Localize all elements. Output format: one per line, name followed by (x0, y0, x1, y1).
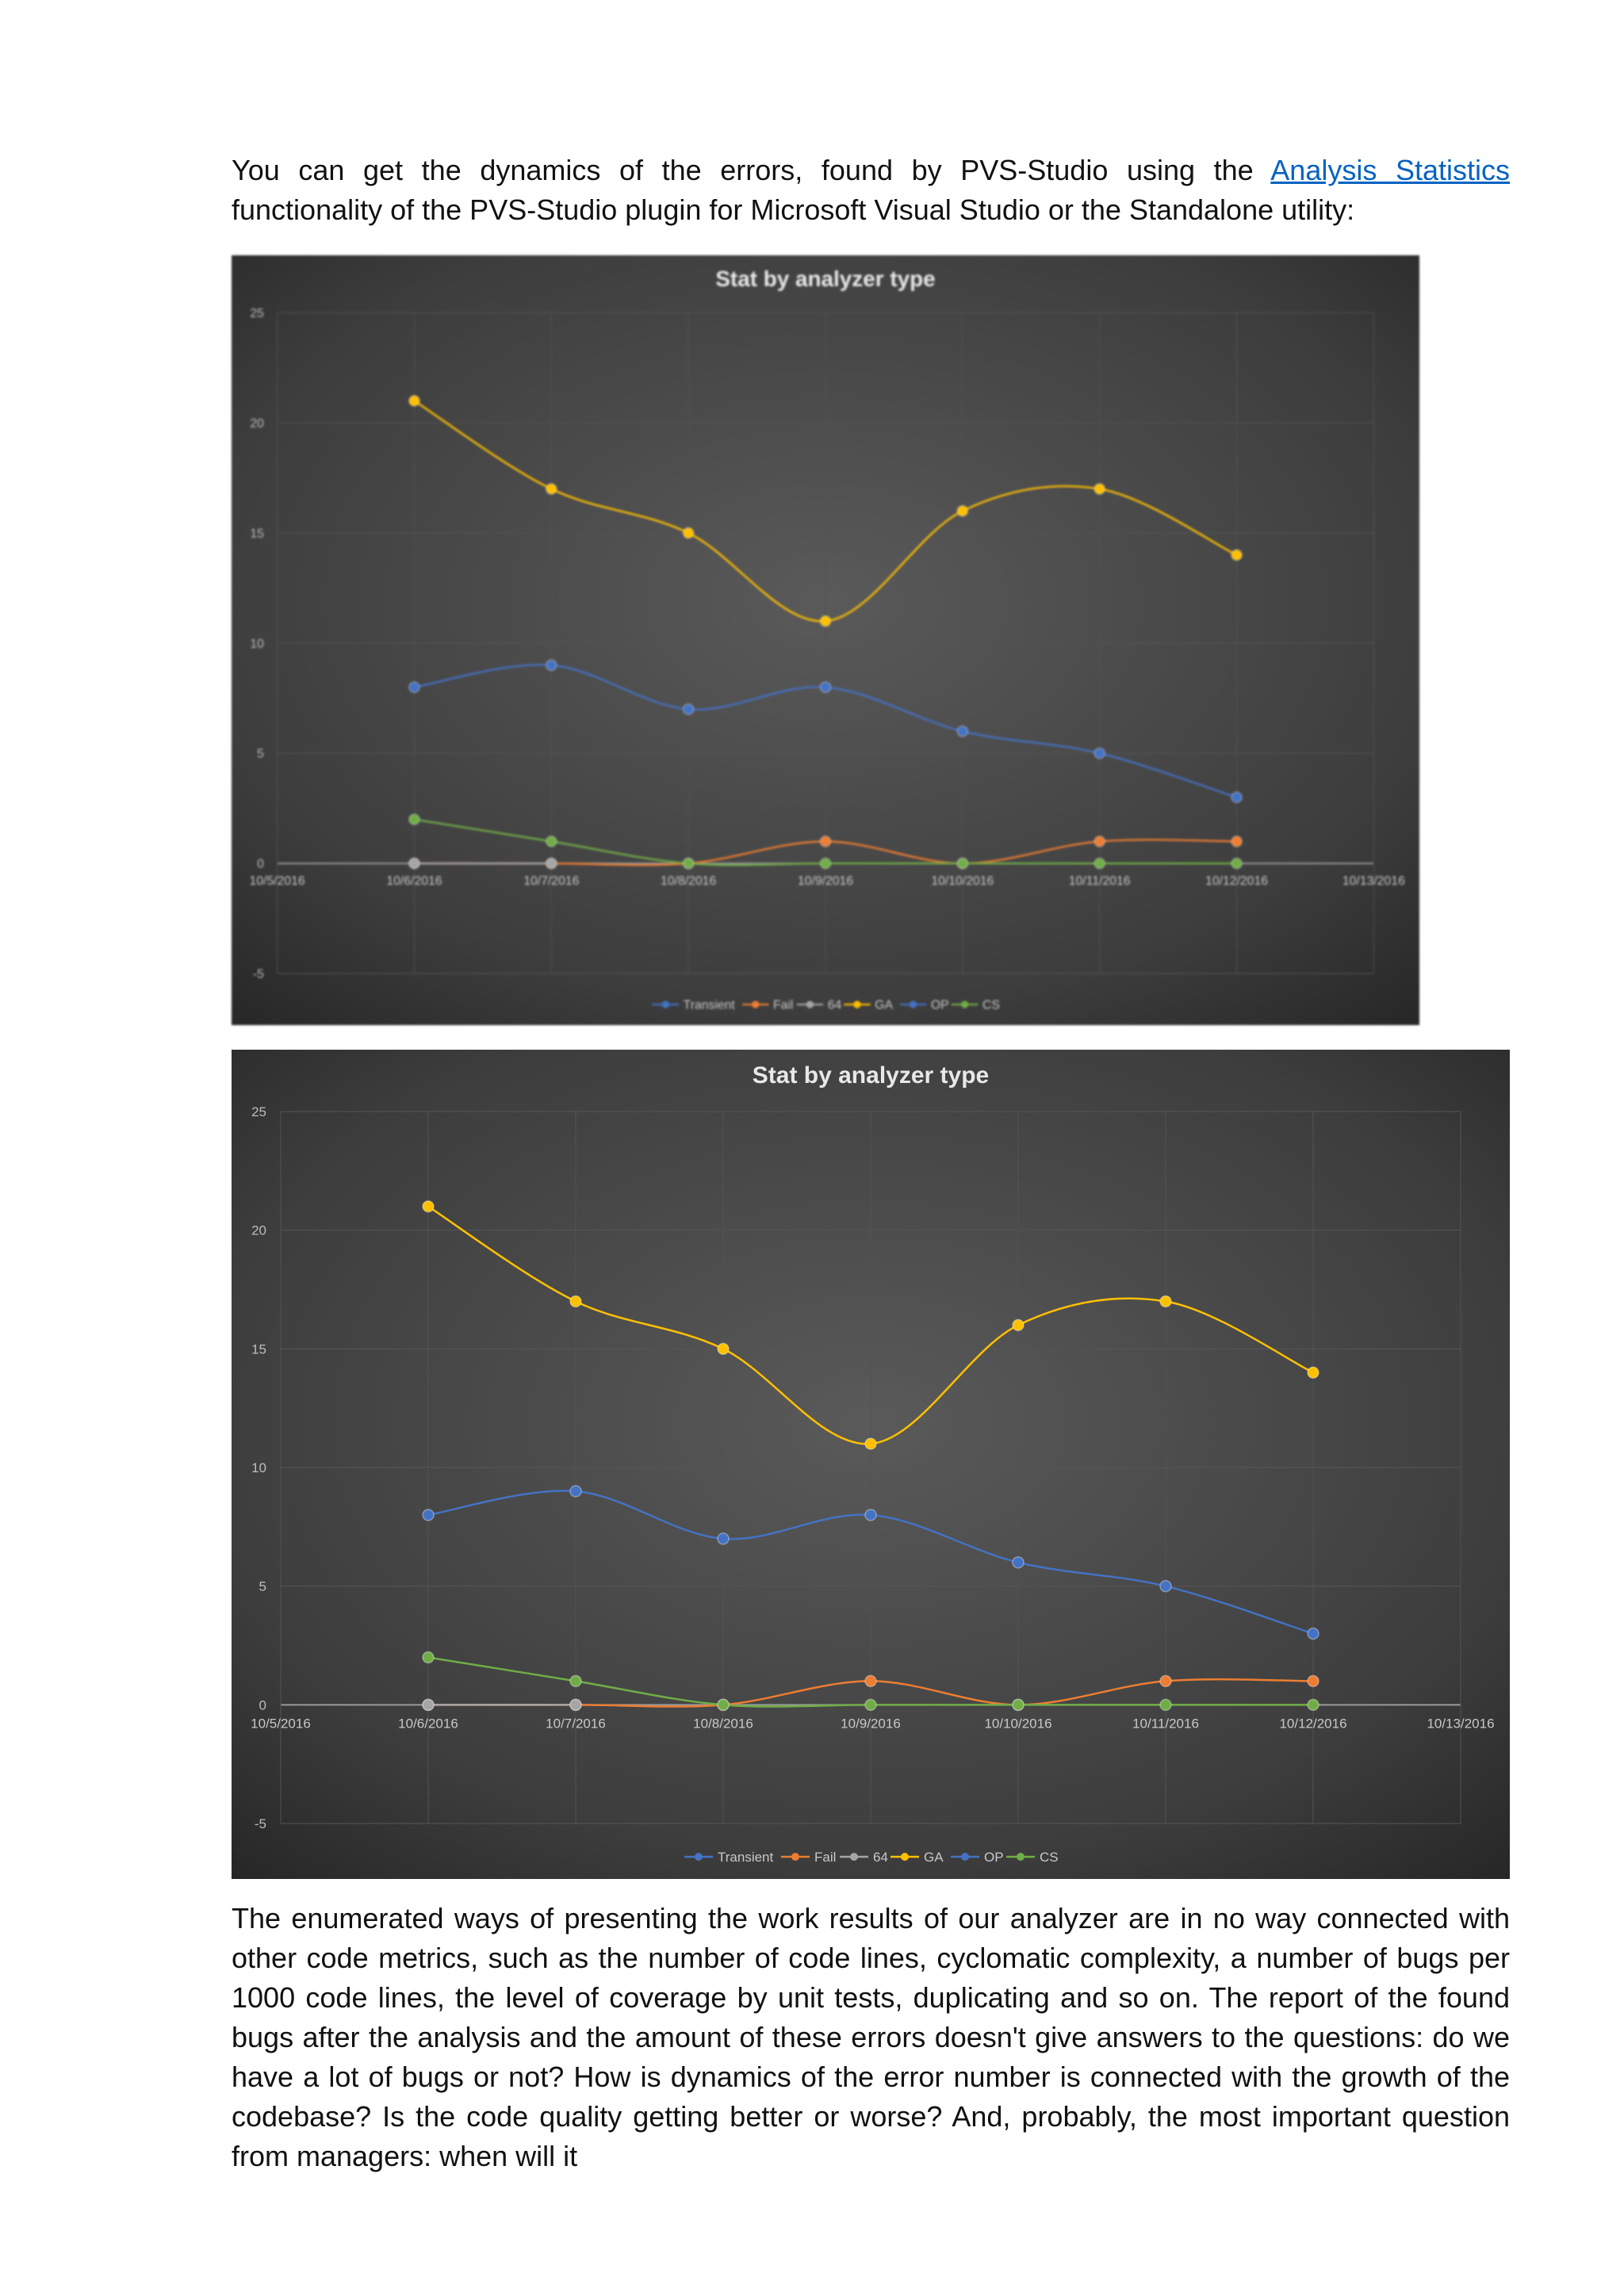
point-op (1094, 748, 1105, 759)
point-fail (865, 1675, 876, 1686)
point-64 (423, 1699, 434, 1710)
y-tick-label: 25 (251, 1104, 266, 1119)
y-tick-label: 10 (250, 637, 264, 651)
legend-label-fail: Fail (773, 998, 794, 1012)
legend-marker-fail (752, 1001, 759, 1008)
point-cs (1013, 1699, 1024, 1710)
point-ga (546, 484, 557, 494)
point-fail (1160, 1675, 1171, 1686)
point-cs (1308, 1699, 1319, 1710)
x-tick-label: 10/5/2016 (251, 1716, 311, 1732)
legend-marker-ga (853, 1001, 860, 1008)
point-op (1308, 1628, 1319, 1640)
point-op (718, 1533, 729, 1544)
legend-label-64: 64 (827, 998, 842, 1012)
point-fail (1094, 836, 1105, 847)
point-ga (1013, 1319, 1024, 1330)
point-op (865, 1510, 876, 1521)
point-ga (957, 506, 967, 516)
x-tick-label: 10/7/2016 (523, 874, 580, 889)
point-64 (409, 859, 419, 869)
point-ga (1160, 1295, 1171, 1307)
legend-marker-cs (961, 1001, 968, 1008)
legend-label-op: OP (984, 1850, 1004, 1865)
x-tick-label: 10/10/2016 (931, 874, 994, 889)
x-tick-label: 10/6/2016 (386, 874, 442, 889)
point-ga (865, 1438, 876, 1449)
intro-text-before: You can get the dynamics of the errors, found by PVS-Studio using the (232, 154, 1271, 186)
point-op (423, 1510, 434, 1521)
legend-marker-op (961, 1853, 969, 1861)
x-tick-label: 10/11/2016 (1068, 874, 1131, 889)
point-ga (423, 1201, 434, 1212)
x-tick-label: 10/13/2016 (1427, 1716, 1495, 1732)
point-cs (957, 859, 967, 869)
x-tick-label: 10/6/2016 (398, 1716, 458, 1732)
point-op (820, 682, 830, 692)
x-tick-label: 10/5/2016 (249, 874, 305, 889)
point-ga (1231, 550, 1242, 561)
point-ga (718, 1343, 729, 1354)
x-tick-label: 10/8/2016 (661, 874, 717, 889)
legend-label-64: 64 (873, 1850, 888, 1865)
point-op (1231, 792, 1242, 802)
legend-label-ga: GA (924, 1850, 944, 1865)
chart-title: Stat by analyzer type (715, 266, 936, 291)
point-op (546, 660, 557, 671)
y-tick-label: -5 (252, 967, 264, 982)
point-cs (1160, 1699, 1171, 1710)
y-tick-label: 5 (257, 747, 264, 761)
point-cs (820, 859, 830, 869)
y-tick-label: -5 (254, 1816, 266, 1831)
legend-label-cs: CS (982, 998, 1000, 1012)
y-tick-label: 0 (259, 1697, 266, 1713)
point-ga (1308, 1367, 1319, 1378)
y-tick-label: 20 (250, 416, 264, 430)
point-ga (570, 1295, 581, 1307)
intro-paragraph (232, 151, 1510, 230)
point-64 (546, 859, 557, 869)
legend-label-fail: Fail (814, 1850, 837, 1865)
point-cs (684, 859, 694, 869)
chart-screenshot-2 (232, 1050, 1510, 1879)
legend-label-op: OP (930, 998, 949, 1012)
point-fail (1231, 836, 1242, 847)
line-chart-2 (232, 1050, 1510, 1879)
legend-marker-fail (791, 1853, 799, 1861)
legend-marker-64 (806, 1001, 814, 1008)
legend-marker-64 (850, 1853, 858, 1861)
y-tick-label: 25 (250, 306, 264, 320)
point-fail (820, 836, 830, 847)
point-op (570, 1486, 581, 1497)
legend-marker-ga (901, 1853, 909, 1861)
chart-screenshot-1 (232, 255, 1419, 1025)
point-op (1160, 1581, 1171, 1592)
y-tick-label: 15 (250, 526, 264, 541)
point-cs (546, 836, 557, 847)
x-tick-label: 10/11/2016 (1132, 1716, 1199, 1732)
point-64 (570, 1699, 581, 1710)
y-tick-label: 5 (259, 1578, 266, 1594)
legend-label-transient: Transient (683, 998, 735, 1012)
y-tick-label: 20 (251, 1223, 266, 1238)
point-op (957, 726, 967, 737)
legend-marker-transient (662, 1001, 669, 1008)
x-tick-label: 10/8/2016 (693, 1716, 753, 1732)
legend-marker-cs (1017, 1853, 1025, 1861)
y-tick-label: 15 (251, 1341, 266, 1357)
x-tick-label: 10/10/2016 (984, 1716, 1052, 1732)
point-cs (570, 1675, 581, 1686)
point-op (409, 682, 419, 692)
analysis-statistics-link[interactable]: Analysis Statistics (1270, 154, 1510, 186)
point-cs (1231, 859, 1242, 869)
x-tick-label: 10/9/2016 (841, 1716, 901, 1732)
point-cs (718, 1699, 729, 1710)
y-tick-label: 0 (257, 857, 264, 871)
legend-marker-op (910, 1001, 917, 1008)
chart-title: Stat by analyzer type (752, 1062, 990, 1089)
x-tick-label: 10/7/2016 (546, 1716, 606, 1732)
point-cs (1094, 859, 1105, 869)
intro-text-after: functionality of the PVS-Studio plugin for Microsoft Visual Studio or the Standalone utility: (232, 193, 1355, 226)
point-op (684, 704, 694, 714)
point-ga (684, 528, 694, 538)
y-tick-label: 10 (251, 1460, 266, 1475)
legend-label-ga: GA (875, 998, 894, 1012)
point-ga (1094, 484, 1105, 494)
x-tick-label: 10/12/2016 (1205, 874, 1269, 889)
point-ga (409, 396, 419, 406)
point-op (1013, 1557, 1024, 1568)
x-tick-label: 10/12/2016 (1279, 1716, 1347, 1732)
outro-paragraph: The enumerated ways of presenting the work results of our analyzer are in no way connected with other code metrics, such as the number of code lines, cyclomatic complexity, a number of bugs per 1000 code lines, the level of coverage by unit tests, duplicating and so on. The report of the found bugs after the analysis and the amount of these errors doesn't give answers to the questions: do we have a lot of bugs or not? How is dynamics of the error number is connected with the growth of the codebase? Is the code quality getting better or worse? And, probably, the most important question from managers: when will it (232, 1902, 1510, 2172)
point-fail (1308, 1675, 1319, 1686)
legend-label-transient: Transient (718, 1850, 774, 1865)
x-tick-label: 10/13/2016 (1342, 874, 1405, 889)
point-cs (409, 814, 419, 825)
point-ga (820, 616, 830, 626)
point-cs (423, 1651, 434, 1663)
legend-label-cs: CS (1040, 1850, 1059, 1865)
x-tick-label: 10/9/2016 (797, 874, 854, 889)
legend-marker-transient (695, 1853, 703, 1861)
line-chart-1 (232, 255, 1419, 1025)
point-cs (865, 1699, 876, 1710)
